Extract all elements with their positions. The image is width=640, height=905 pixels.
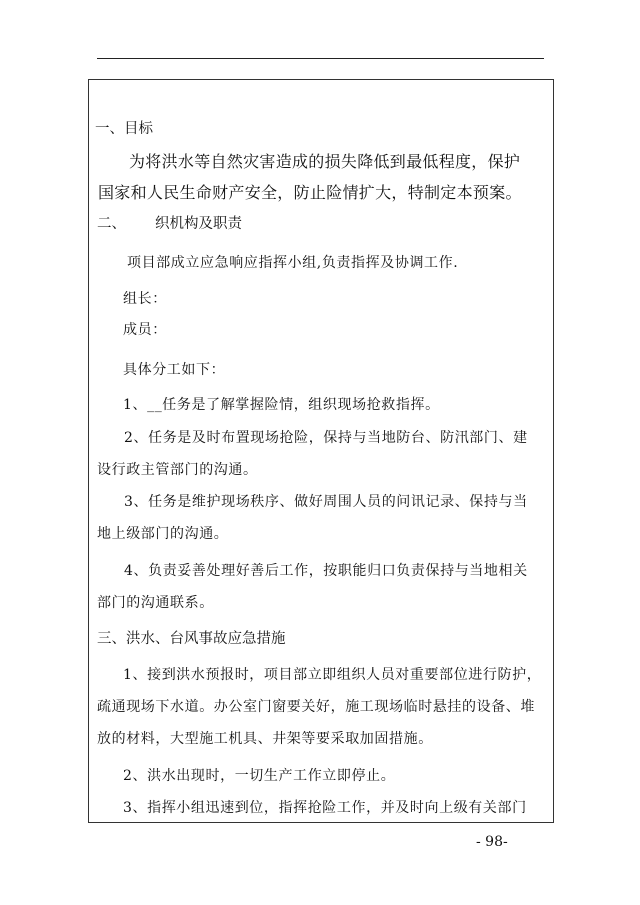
- section2-item4-line1: 4、负责妥善处理好善后工作，按职能归口负责保持与当地相关: [124, 563, 528, 579]
- section3-item1-line3: 放的材料，大型施工机具、井架等要采取加固措施。: [97, 731, 433, 747]
- header-rule: [97, 58, 544, 59]
- section2-heading-text: 织机构及职责: [155, 216, 242, 232]
- section1-heading: 一、目标: [95, 121, 153, 137]
- section2-item1: 1、__任务是了解掌握险情，组织现场抢救指挥。: [123, 397, 440, 413]
- section3-item1-line1: 1、接到洪水预报时，项目部立即组织人员对重要部位进行防护，: [123, 667, 542, 683]
- section2-item3-line1: 3、任务是维护现场秩序、做好周围人员的问讯记录、保持与当: [124, 494, 528, 510]
- section3-item1-line2: 疏通现场下水道。办公室门窗要关好，施工现场临时悬挂的设备、堆: [97, 699, 535, 715]
- section2-item2-line1: 2、任务是及时布置现场抢险，保持与当地防台、防汛部门、建: [124, 430, 528, 446]
- section3-item3-line1: 3、指挥小组迅速到位，指挥抢险工作，并及时向上级有关部门: [123, 800, 527, 816]
- section1-line1: 为将洪水等自然灾害造成的损失降低到最低程度，保护: [129, 152, 521, 171]
- section2-heading-num: 二、: [97, 216, 126, 232]
- content-frame: [88, 79, 554, 823]
- section3-heading: 三、洪水、台风事故应急措施: [97, 631, 286, 647]
- section2-division: 具体分工如下：: [123, 362, 226, 378]
- section2-item2-line2: 设行政主管部门的沟通。: [97, 462, 258, 478]
- section2-item3-line2: 地上级部门的沟通。: [97, 526, 229, 542]
- section2-leader: 组长：: [123, 291, 167, 307]
- page-number: - 98-: [476, 834, 508, 850]
- section1-line2: 国家和人民生命财产安全，防止险情扩大，特制定本预案。: [98, 183, 522, 202]
- section2-item4-line2: 部门的沟通联系。: [97, 595, 214, 611]
- section3-item2: 2、洪水出现时，一切生产工作立即停止。: [123, 768, 396, 784]
- section2-intro: 项目部成立应急响应指挥小组,负责指挥及协调工作.: [127, 255, 459, 271]
- section2-members: 成员：: [123, 322, 167, 338]
